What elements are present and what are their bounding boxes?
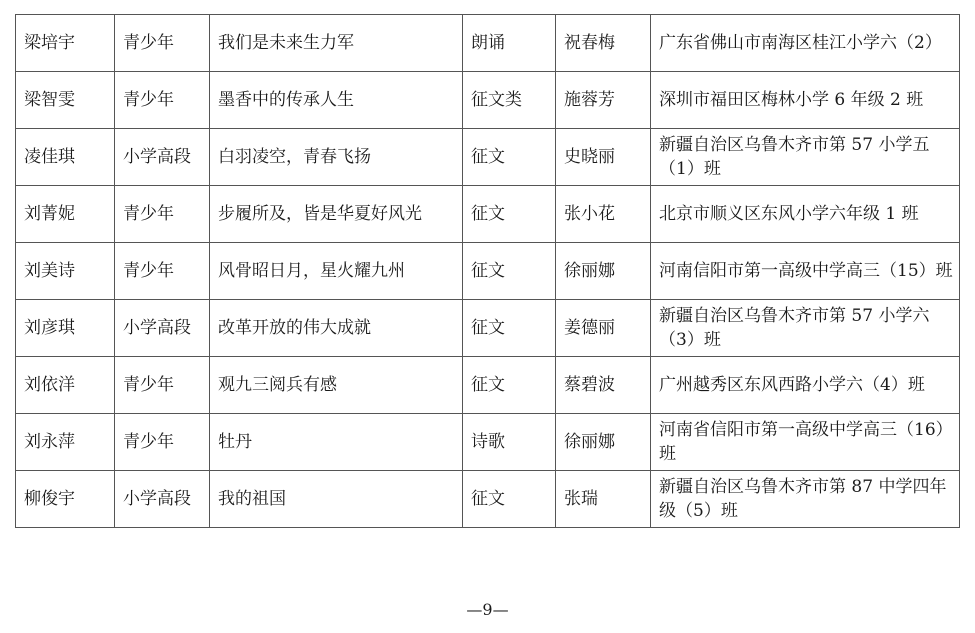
category-cell: 征文 [463,243,556,300]
category-cell: 征文类 [463,72,556,129]
age-group-cell: 小学高段 [115,471,210,528]
work-title-cell: 观九三阅兵有感 [210,357,463,414]
age-group-cell: 青少年 [115,15,210,72]
school-class-cell: 河南信阳市第一高级中学高三（15）班 [651,243,960,300]
participant-name-cell: 柳俊宇 [16,471,115,528]
work-title-cell: 我的祖国 [210,471,463,528]
work-title-cell: 牡丹 [210,414,463,471]
teacher-cell: 祝春梅 [556,15,651,72]
school-class-cell: 新疆自治区乌鲁木齐市第 87 中学四年级（5）班 [651,471,960,528]
teacher-cell: 施蓉芳 [556,72,651,129]
work-title-cell: 我们是未来生力军 [210,15,463,72]
age-group-cell: 青少年 [115,72,210,129]
work-title-cell: 步履所及，皆是华夏好风光 [210,186,463,243]
participant-name-cell: 刘美诗 [16,243,115,300]
category-cell: 征文 [463,357,556,414]
category-cell: 征文 [463,186,556,243]
table-row [16,15,960,72]
participant-name-cell: 凌佳琪 [16,129,115,186]
award-list-table-container [15,14,959,528]
age-group-cell: 小学高段 [115,129,210,186]
age-group-cell: 青少年 [115,186,210,243]
age-group-cell: 小学高段 [115,300,210,357]
teacher-cell: 徐丽娜 [556,243,651,300]
category-cell: 征文 [463,471,556,528]
school-class-cell: 新疆自治区乌鲁木齐市第 57 小学五（1）班 [651,129,960,186]
category-cell: 诗歌 [463,414,556,471]
school-class-cell: 深圳市福田区梅林小学 6 年级 2 班 [651,72,960,129]
participant-name-cell: 刘菁妮 [16,186,115,243]
age-group-cell: 青少年 [115,243,210,300]
teacher-cell: 徐丽娜 [556,414,651,471]
category-cell: 征文 [463,300,556,357]
participant-name-cell: 刘永萍 [16,414,115,471]
teacher-cell: 姜德丽 [556,300,651,357]
school-class-cell: 河南省信阳市第一高级中学高三（16）班 [651,414,960,471]
table-row [16,300,960,357]
teacher-cell: 张瑞 [556,471,651,528]
participant-name-cell: 刘彦琪 [16,300,115,357]
school-class-cell: 北京市顺义区东风小学六年级 1 班 [651,186,960,243]
category-cell: 朗诵 [463,15,556,72]
participant-name-cell: 刘依洋 [16,357,115,414]
teacher-cell: 蔡碧波 [556,357,651,414]
work-title-cell: 白羽凌空，青春飞扬 [210,129,463,186]
participant-name-cell: 梁培宇 [16,15,115,72]
category-cell: 征文 [463,129,556,186]
table-row [16,129,960,186]
teacher-cell: 史晓丽 [556,129,651,186]
table-body [16,15,960,528]
table-row [16,186,960,243]
table-row [16,357,960,414]
teacher-cell: 张小花 [556,186,651,243]
age-group-cell: 青少年 [115,357,210,414]
award-list-table [15,14,960,528]
table-row [16,72,960,129]
school-class-cell: 广东省佛山市南海区桂江小学六（2） [651,15,960,72]
age-group-cell: 青少年 [115,414,210,471]
page-number: —9— [466,600,509,619]
work-title-cell: 墨香中的传承人生 [210,72,463,129]
school-class-cell: 新疆自治区乌鲁木齐市第 57 小学六（3）班 [651,300,960,357]
school-class-cell: 广州越秀区东风西路小学六（4）班 [651,357,960,414]
table-row [16,414,960,471]
table-row [16,243,960,300]
work-title-cell: 改革开放的伟大成就 [210,300,463,357]
participant-name-cell: 梁智雯 [16,72,115,129]
table-row [16,471,960,528]
work-title-cell: 风骨昭日月，星火耀九州 [210,243,463,300]
